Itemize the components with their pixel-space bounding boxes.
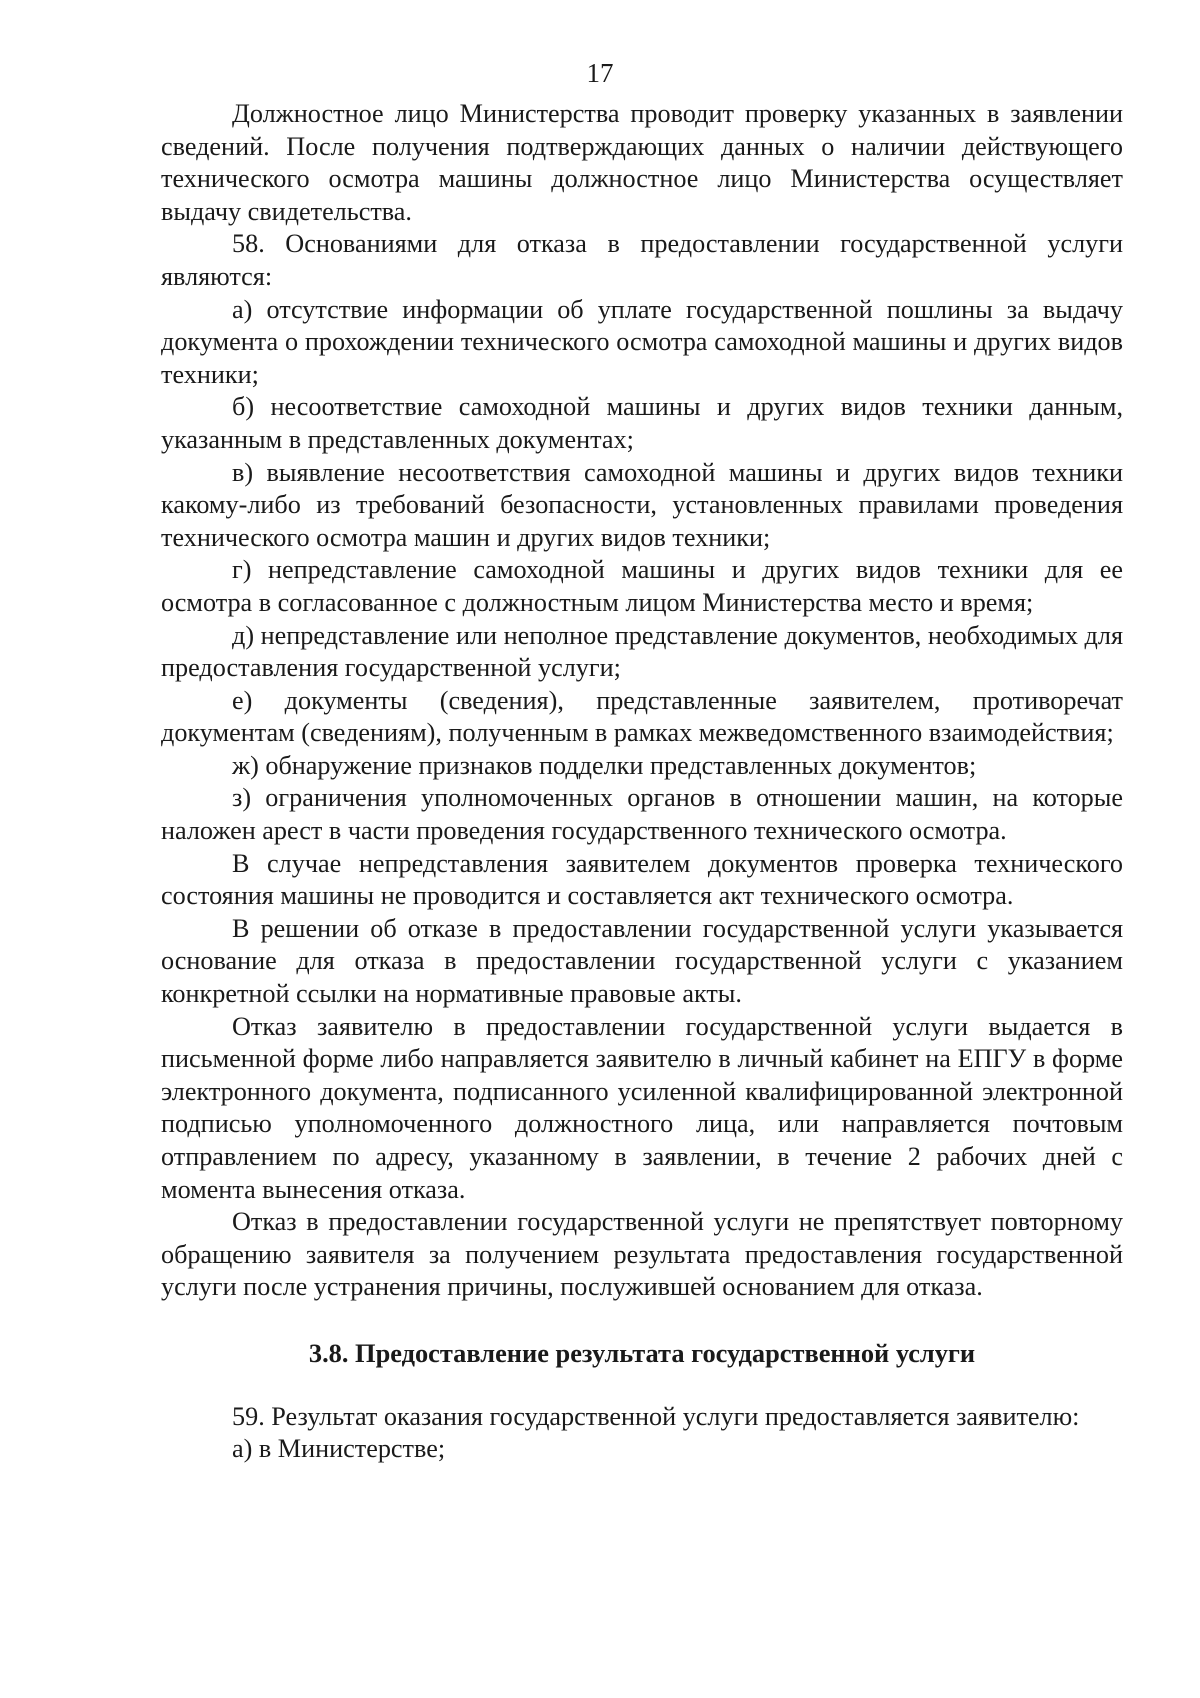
list-item-58-d: д) непредставление или неполное представление документов, необходимых для предоставления государственной услуги; [161,620,1123,683]
list-item-58-v: в) выявление несоответствия самоходной машины и других видов техники какому-либо из требований безопасности, установленных правилами проведения технического осмотра машин и других видов техники; [161,457,1123,552]
list-item-58-a: а) отсутствие информации об уплате государственной пошлины за выдачу документа о прохождении технического осмотра самоходной машины и других видов техники; [161,294,1123,389]
paragraph-verification: Должностное лицо Министерства проводит проверку указанных в заявлении сведений. После получения подтверждающих данных о наличии действующего технического осмотра машины должностное лицо Министерства осуществляет выдачу свидетельства. [161,99,1123,226]
paragraph-59-result: 59. Результат оказания государственной услуги предоставляется заявителю: [232,1401,1080,1431]
list-item-59-a: а) в Министерстве; [232,1434,446,1464]
document-body [161,98,1123,1466]
paragraph-no-documents: В случае непредставления заявителем документов проверка технического состояния машины не проводится и составляется акт технического осмотра. [161,848,1123,911]
list-item-58-z: з) ограничения уполномоченных органов в отношении машин, на которые наложен арест в части проведения государственного технического осмотра. [161,783,1123,846]
list-item-58-g: г) непредставление самоходной машины и других видов техники для ее осмотра в согласованное с должностным лицом Министерства место и время; [161,555,1123,617]
list-item-58-zh: ж) обнаружение признаков подделки представленных документов; [232,750,977,780]
paragraph-refusal-decision: В решении об отказе в предоставлении государственной услуги указывается основание для отказа в предоставлении государственной услуги с указанием конкретной ссылки на нормативные правовые акты. [161,913,1123,1009]
paragraph-refusal-delivery: Отказ заявителю в предоставлении государственной услуги выдается в письменной форме либо направляется заявителю в личный кабинет на ЕПГУ в форме электронного документа, подписанного усиленной квалифицированной электронной подписью уполномоченного должностного лица, или направляется почтовым отправлением по адресу, указанному в заявлении, в течение 2 рабочих дней с момента вынесения отказа. [161,1011,1123,1204]
page-number: 17 [586,58,614,88]
list-item-58-b: б) несоответствие самоходной машины и других видов техники данным, указанным в представленных документах; [161,392,1123,454]
list-item-58-e: е) документы (сведения), представленные заявителем, противоречат документам (сведениям), полученным в рамках межведомственного взаимодействия; [161,685,1123,748]
paragraph-58-grounds: 58. Основаниями для отказа в предоставлении государственной услуги являются: [161,229,1123,291]
paragraph-repeat-request: Отказ в предоставлении государственной услуги не препятствует повторному обращению заявителя за получением результата предоставления государственной услуги после устранения причины, послужившей основанием для отказа. [161,1207,1123,1302]
section-heading-3-8: 3.8. Предоставление результата государственной услуги [308,1337,976,1368]
